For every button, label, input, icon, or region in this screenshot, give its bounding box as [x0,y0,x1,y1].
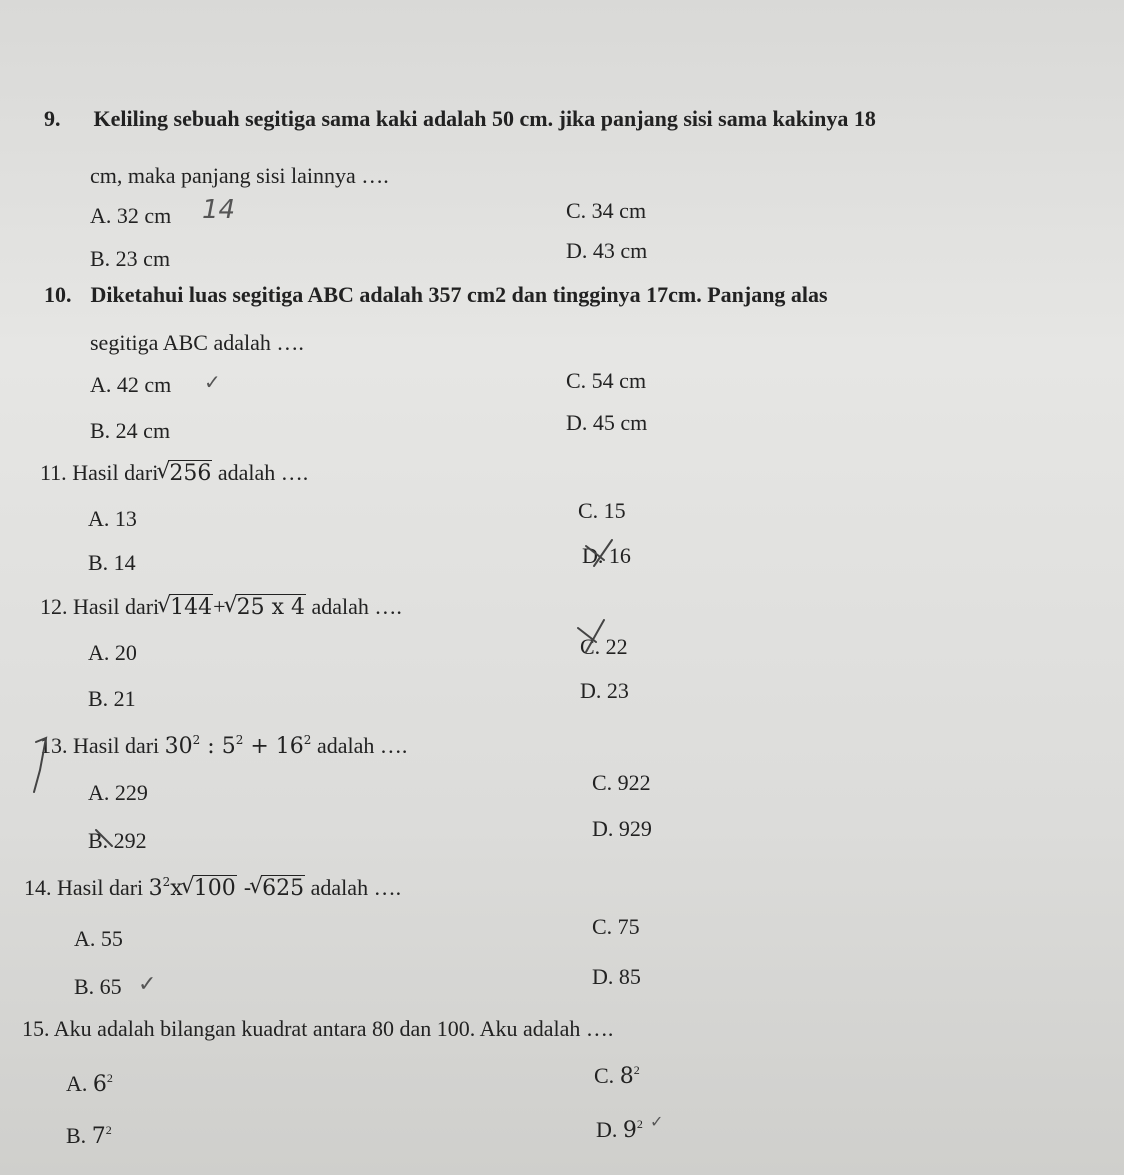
option-b: B. 14 [88,550,136,575]
expression: $30^2$ : $5^2 + 16^2$ [164,733,312,759]
question-number: 15. [22,1016,50,1041]
option-a: A. 42 cm [90,372,172,397]
question-text: Aku adalah bilangan kuadrat antara 80 dan 100. Aku adalah …. [53,1016,614,1041]
option-c: C. 75 [592,914,640,939]
question-text-pre: Hasil dari [73,733,160,758]
option-d: D. 45 cm [566,410,648,435]
option-b: B. 65 [74,974,122,999]
option-b: B. 24 cm [90,418,171,443]
option-c: C. $8^2$ [594,1063,640,1089]
question-number: 9. [44,106,61,131]
question-text-pre: Hasil dari [72,460,159,485]
question-text-pre: Hasil dari [57,875,144,900]
question-text: Keliling sebuah segitiga sama kaki adalah 50 cm. jika panjang sisi sama kakinya 18 [93,106,876,131]
option-d: D. 43 cm [566,238,648,263]
option-c: C. 15 [578,498,626,523]
question-10-line2: segitiga ABC adalah …. [90,330,304,355]
square-root: √ 256 [158,463,212,485]
question-text: Diketahui luas segitiga ABC adalah 357 cm2 dan tingginya 17cm. Panjang alas [90,282,828,307]
option-d: D. 23 [580,678,629,703]
option-a: A. 32 cm [90,203,172,228]
option-c: C. 22 [580,634,628,659]
option-a: A. 229 [88,780,148,805]
question-text-pre: Hasil dari [73,594,160,619]
check-mark-icon: ✓ [650,1112,664,1131]
check-mark-icon: ✓ [138,972,157,997]
option-b: B. 23 cm [90,246,171,271]
question-text-post: adalah …. [316,733,408,758]
option-a: A. 55 [74,926,123,951]
question-text-post: adalah …. [310,875,402,900]
question-text-post: adalah …. [217,460,309,485]
question-number: 13. [40,733,68,758]
option-a: A. 13 [88,506,137,531]
expression: $3^2x√$ 100 -√ 625 [149,876,306,901]
cross-mark-b-292 [96,830,112,846]
option-a: A. $6^2$ [66,1071,113,1097]
handwritten-note: 14 [202,195,236,225]
question-number: 11. [40,460,67,485]
question-number: 10. [44,282,72,307]
option-b: B. 21 [88,686,136,711]
question-text-post: adalah …. [311,594,402,619]
option-d: D. 85 [592,964,641,989]
option-c: C. 54 cm [566,368,647,393]
question-number: 12. [40,594,68,619]
cross-mark-d-16-b [594,540,612,566]
question-9-line2: cm, maka panjang sisi lainnya …. [90,163,389,188]
option-c: C. 34 cm [566,198,647,223]
option-a: A. 20 [88,640,137,665]
check-mark-icon: ✓ [204,370,221,394]
option-d: D. $9^2$ [596,1117,643,1143]
square-root: √ 144 [159,597,213,619]
square-root: √ 25 x 4 [226,597,306,619]
plus-sign: + [213,594,226,619]
cross-mark-d-16 [586,546,604,560]
option-c: C. 922 [592,770,651,795]
question-number: 14. [24,875,52,900]
option-b: B. 292 [88,828,147,853]
tick-mark-q13 [34,738,46,792]
option-d: D. 929 [592,816,652,841]
option-b: B. $7^2$ [66,1123,112,1149]
option-d: D. 16 [582,543,631,568]
